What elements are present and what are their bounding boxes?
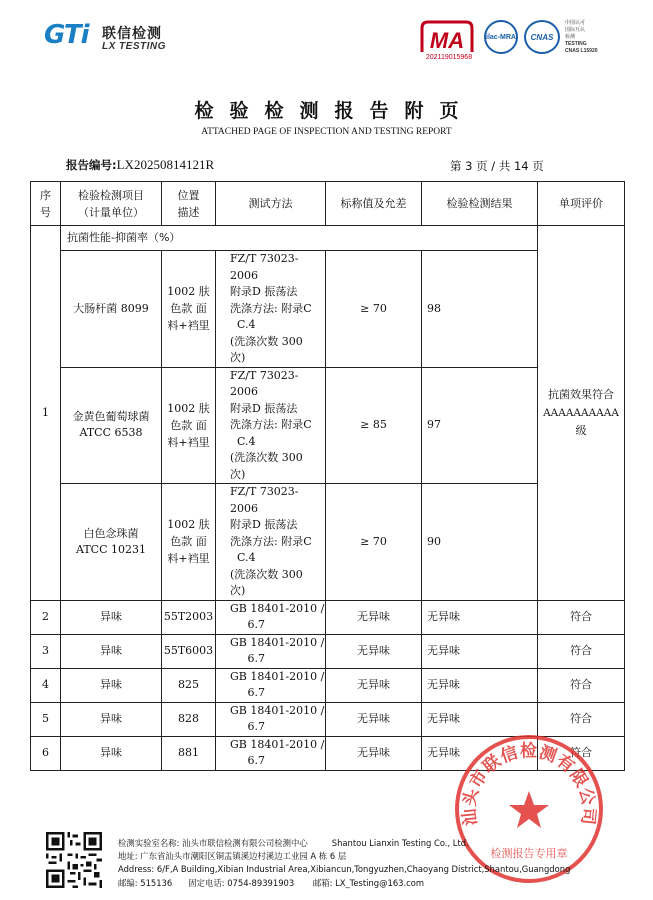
table-row	[31, 367, 625, 484]
method-cell: GB 18401-2010 / 6.7	[216, 736, 326, 770]
cma-logo-icon	[418, 18, 476, 58]
svg-text:检测报告专用章: 检测报告专用章	[490, 847, 568, 860]
seq-cell: 1	[31, 226, 61, 601]
table-row	[31, 668, 625, 702]
position-cell: 825	[162, 668, 216, 702]
standard-cell: 无异味	[326, 702, 422, 736]
table-row	[31, 226, 625, 251]
seq-cell: 5	[31, 702, 61, 736]
standard-cell: ≥ 70	[326, 251, 422, 368]
col-header-result: 检验检测结果	[422, 182, 538, 226]
result-cell: 98	[422, 251, 538, 368]
seq-cell: 3	[31, 634, 61, 668]
rating-cell: 符合	[538, 702, 625, 736]
result-cell: 无异味	[422, 736, 538, 770]
page-indicator: 第 3 页 / 共 14 页	[450, 159, 544, 173]
method-cell: GB 18401-2010 / 6.7	[216, 600, 326, 634]
table-header-row	[31, 182, 625, 226]
logo-english-name: LX TESTING	[102, 41, 166, 52]
result-cell: 无异味	[422, 600, 538, 634]
result-cell: 无异味	[422, 634, 538, 668]
logo-chinese-name: 联信检测	[102, 26, 162, 42]
section-title: 抗菌性能-抑菌率（%）	[61, 226, 538, 251]
table-row	[31, 702, 625, 736]
method-cell: FZ/T 73023-2006 附录D 振荡法 洗涤方法: 附录C C.4 (洗涤次数 300 次)	[216, 484, 326, 601]
col-header-position: 位置 描述	[162, 182, 216, 226]
method-cell: GB 18401-2010 / 6.7	[216, 634, 326, 668]
cma-number: 202119015968	[425, 54, 473, 61]
qr-code-icon	[46, 832, 102, 888]
certification-marks	[418, 18, 618, 68]
footer-info	[118, 837, 570, 890]
seq-cell: 6	[31, 736, 61, 770]
footer-address-en-row: Address: 6/F,A Building,Xibian Industrial Area,Xibiancun,Tongyuzhen,Chaoyang District,Shantou,Guangdong	[118, 864, 571, 875]
seq-cell: 4	[31, 668, 61, 702]
standard-cell: ≥ 70	[326, 484, 422, 601]
col-header-item: 检验检测项目 （计量单位）	[61, 182, 162, 226]
item-cell: 异味	[61, 668, 162, 702]
report-number-value: LX20250814121R	[116, 157, 215, 172]
rating-cell: 符合	[538, 668, 625, 702]
rating-cell: 符合	[538, 736, 625, 770]
page-title: 检验检测报告附页	[194, 100, 475, 122]
report-number	[66, 157, 214, 173]
result-cell: 无异味	[422, 702, 538, 736]
col-header-standard: 标称值及允差	[326, 182, 422, 226]
results-table	[30, 181, 625, 771]
result-cell: 90	[422, 484, 538, 601]
position-cell: 1002 肤 色款 面 料+裆里	[162, 484, 216, 601]
position-cell: 55T6003	[162, 634, 216, 668]
item-cell: 异味	[61, 736, 162, 770]
col-header-seq: 序 号	[31, 182, 61, 226]
footer-contact-row: 邮编: 515136 固定电话: 0754-89391903 邮箱: LX_Testing@163.com	[118, 877, 425, 888]
cnas-accreditation-text: 中国认可 国际互认 检测 TESTING CNAS L15920	[565, 20, 598, 54]
rating-cell: 符合	[538, 634, 625, 668]
position-cell: 881	[162, 736, 216, 770]
ilac-mra-icon: ilac-MRA	[484, 20, 518, 54]
svg-text:MA: MA	[429, 28, 465, 53]
col-header-method: 测试方法	[216, 182, 326, 226]
result-cell: 无异味	[422, 668, 538, 702]
cnas-icon: CNAS	[524, 20, 560, 54]
col-header-rating: 单项评价	[538, 182, 625, 226]
report-number-label: 报告编号:	[66, 158, 117, 172]
position-cell: 1002 肤 色款 面 料+裆里	[162, 251, 216, 368]
table-row	[31, 600, 625, 634]
page-header	[0, 0, 653, 80]
standard-cell: 无异味	[326, 668, 422, 702]
item-cell: 异味	[61, 702, 162, 736]
standard-cell: 无异味	[326, 600, 422, 634]
table-row	[31, 251, 625, 368]
standard-cell: 无异味	[326, 736, 422, 770]
position-cell: 828	[162, 702, 216, 736]
method-cell: FZ/T 73023-2006 附录D 振荡法 洗涤方法: 附录C C.4 (洗涤次数 300 次)	[216, 367, 326, 484]
item-cell: 异味	[61, 634, 162, 668]
position-cell: 55T2003	[162, 600, 216, 634]
method-cell: GB 18401-2010 / 6.7	[216, 668, 326, 702]
item-cell: 白色念珠菌 ATCC 10231	[61, 484, 162, 601]
footer-address-row: 地址: 广东省汕头市潮阳区铜盂镇溪边村溪边工业园 A 栋 6 层	[118, 851, 347, 862]
position-cell: 1002 肤 色款 面 料+裆里	[162, 367, 216, 484]
item-cell: 大肠杆菌 8099	[61, 251, 162, 368]
method-cell: GB 18401-2010 / 6.7	[216, 702, 326, 736]
logo-mark: GTi	[44, 20, 89, 50]
standard-cell: 无异味	[326, 634, 422, 668]
footer-lab-row: 检测实验室名称: 汕头市联信检测有限公司检测中心 Shantou Lianxin Testing Co., Ltd.	[118, 838, 469, 848]
item-cell: 异味	[61, 600, 162, 634]
rating-cell: 抗菌效果符合 AAAAAAAAAA 级	[538, 226, 625, 601]
company-logo	[44, 20, 174, 56]
svg-text:汕头市联信检测有限公司: 汕头市联信检测有限公司	[459, 741, 599, 827]
rating-cell: 符合	[538, 600, 625, 634]
seq-cell: 2	[31, 600, 61, 634]
item-cell: 金黄色葡萄球菌 ATCC 6538	[61, 367, 162, 484]
result-cell: 97	[422, 367, 538, 484]
standard-cell: ≥ 85	[326, 367, 422, 484]
table-row	[31, 484, 625, 601]
page-subtitle: ATTACHED PAGE OF INSPECTION AND TESTING REPORT	[201, 127, 452, 137]
table-row	[31, 634, 625, 668]
method-cell: FZ/T 73023-2006 附录D 振荡法 洗涤方法: 附录C C.4 (洗涤次数 300 次)	[216, 251, 326, 368]
